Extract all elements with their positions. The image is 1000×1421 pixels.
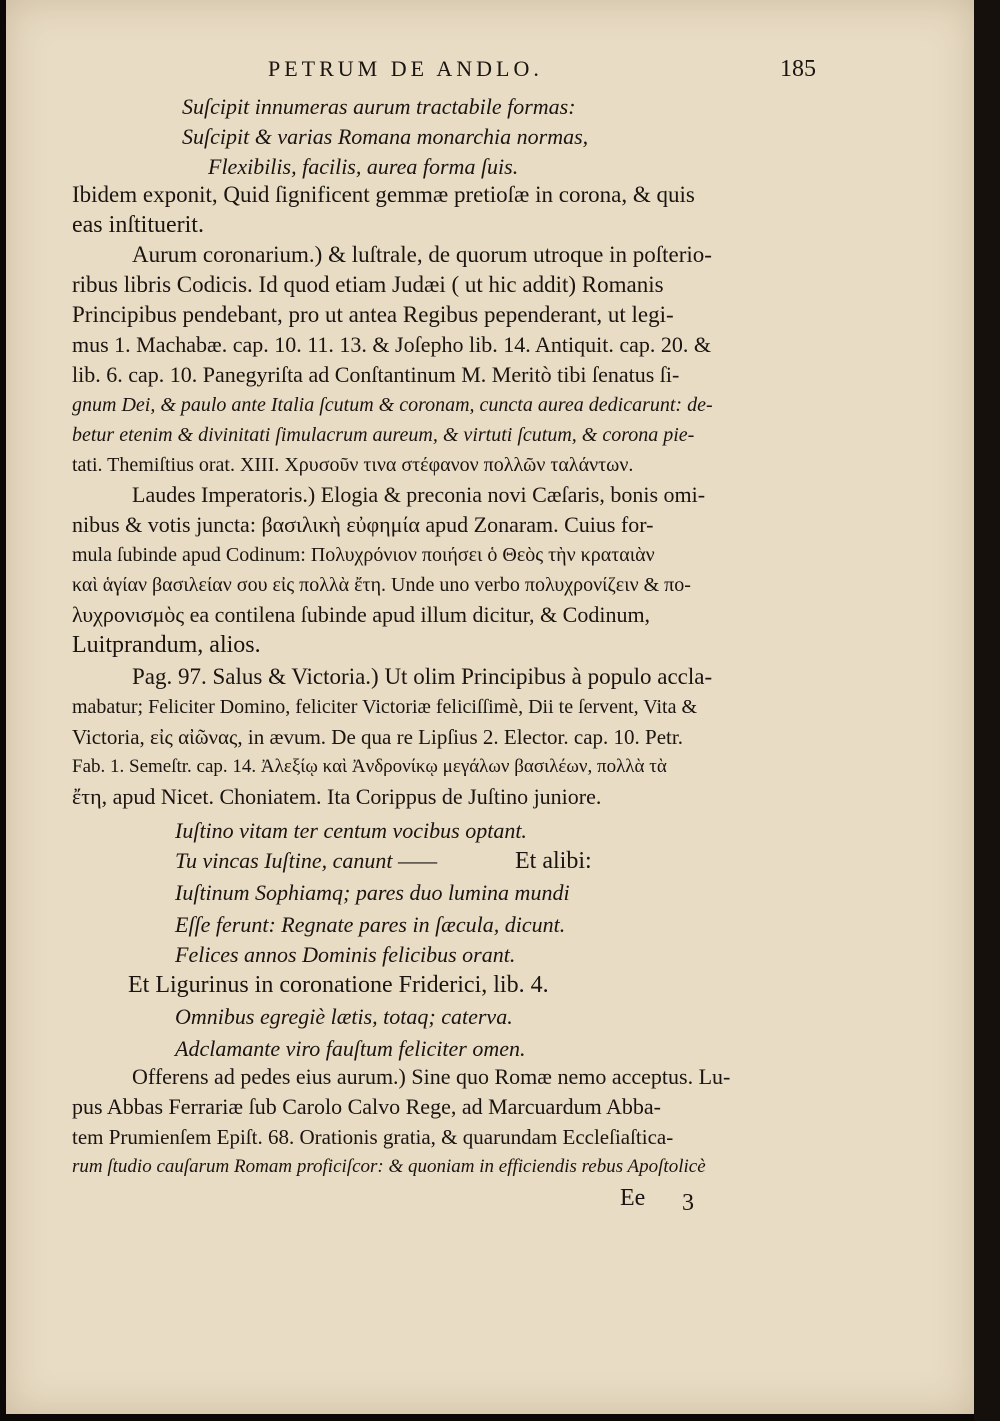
text-line: Victoria, εἰς αἰῶνας, in ævum. De qua re Lipſius 2. Elector. cap. 10. Petr.	[72, 725, 683, 749]
verse-line: Felices annos Dominis felicibus orant.	[175, 942, 516, 967]
signature-number: 3	[682, 1190, 694, 1216]
signature-mark: Ee	[620, 1185, 646, 1211]
text-line: mus 1. Machabæ. cap. 10. 11. 13. & Joſepho lib. 14. Antiquit. cap. 20. &	[72, 332, 711, 357]
text-line: mabatur; Feliciter Domino, feliciter Victoriæ feliciſſimè, Dii te ſervent, Vita &	[72, 696, 698, 718]
verse-line: Eſſe ferunt: Regnate pares in ſæcula, dicunt.	[175, 912, 566, 937]
page-number: 185	[780, 56, 816, 82]
text-line: καὶ ἁγίαν βασιλείαν σου εἰς πολλὰ ἔτη. Unde uno verbo πολυχρονίζειν & πο-	[72, 574, 691, 596]
text-line: rum ſtudio cauſarum Romam proficiſcor: & quoniam in efficiendis rebus Apoſtolicè	[72, 1156, 706, 1177]
verse-line: Omnibus egregiè lætis, totaq; caterva.	[175, 1004, 513, 1029]
text-line: nibus & votis juncta: βασιλικὴ εὐφημία apud Zonaram. Cuius for-	[72, 512, 654, 537]
verse-line: Adclamante viro fauſtum feliciter omen.	[175, 1036, 526, 1061]
text-line: tem Prumienſem Epiſt. 68. Orationis gratia, & quarundam Eccleſiaſtica-	[72, 1125, 674, 1149]
text-line: ribus libris Codicis. Id quod etiam Judæi ( ut hic addit) Romanis	[72, 272, 664, 297]
text-line: tati. Themiſtius orat. XIII. Χρυσοῦν τινα στέφανον πολλῶν ταλάντων.	[72, 454, 634, 476]
text-line: ἔτη, apud Nicet. Choniatem. Ita Corippus de Juſtino juniore.	[72, 784, 602, 809]
text-line: Pag. 97. Salus & Victoria.) Ut olim Principibus à populo accla-	[132, 664, 713, 689]
text-line: Luitprandum, alios.	[72, 632, 261, 658]
text-line: betur etenim & divinitati ſimulacrum aureum, & virtuti ſcutum, & corona pie-	[72, 424, 695, 446]
text-line: Suſcipit innumeras aurum tractabile formas:	[182, 94, 576, 119]
text-line: Ibidem exponit, Quid ſignificent gemmæ pretioſæ in corona, & quis	[72, 182, 695, 207]
text-line: mula ſubinde apud Codinum: Πολυχρόνιον ποιήσει ὁ Θεὸς τὴν κραταιὰν	[72, 544, 655, 566]
text-line: pus Abbas Ferrariæ ſub Carolo Calvo Rege, ad Marcuardum Abba-	[72, 1094, 661, 1119]
text-line: Offerens ad pedes eius aurum.) Sine quo Romæ nemo acceptus. Lu-	[132, 1064, 731, 1089]
verse-line: Tu vincas Iuſtine, canunt ——	[175, 848, 438, 873]
page-edge	[974, 0, 1000, 1421]
text-line: Suſcipit & varias Romana monarchia normas,	[182, 124, 589, 149]
text-line: Principibus pendebant, pro ut antea Regibus pependerant, ut legi-	[72, 302, 674, 327]
text-line: Et Ligurinus in coronatione Friderici, lib. 4.	[128, 972, 549, 998]
text-line: gnum Dei, & paulo ante Italia ſcutum & coronam, cuncta aurea dedicarunt: de-	[72, 394, 713, 416]
verse-line: Iuſtino vitam ter centum vocibus optant.	[175, 818, 527, 843]
text-line: lib. 6. cap. 10. Panegyriſta ad Conſtantinum M. Meritò tibi ſenatus ſi-	[72, 362, 680, 387]
verse-line: Iuſtinum Sophiamq; pares duo lumina mundi	[175, 880, 570, 905]
running-title: PETRUM DE ANDLO.	[268, 56, 543, 81]
text-line: Aurum coronarium.) & luſtrale, de quorum utroque in poſterio-	[132, 242, 712, 267]
text-line: Flexibilis, facilis, aurea forma ſuis.	[208, 154, 519, 179]
text-line: Laudes Imperatoris.) Elogia & preconia novi Cæſaris, bonis omi-	[132, 482, 706, 507]
text-line: Fab. 1. Semeſtr. cap. 14. Ἀλεξίῳ καὶ Ἀνδρονίκῳ μεγάλων βασιλέων, πολλὰ τὰ	[72, 756, 667, 777]
text-line: eas inſtituerit.	[72, 212, 204, 238]
text-line: λυχρονισμὸς ea contilena ſubinde apud illum dicitur, & Codinum,	[72, 602, 651, 627]
text-line: Et alibi:	[515, 848, 592, 874]
